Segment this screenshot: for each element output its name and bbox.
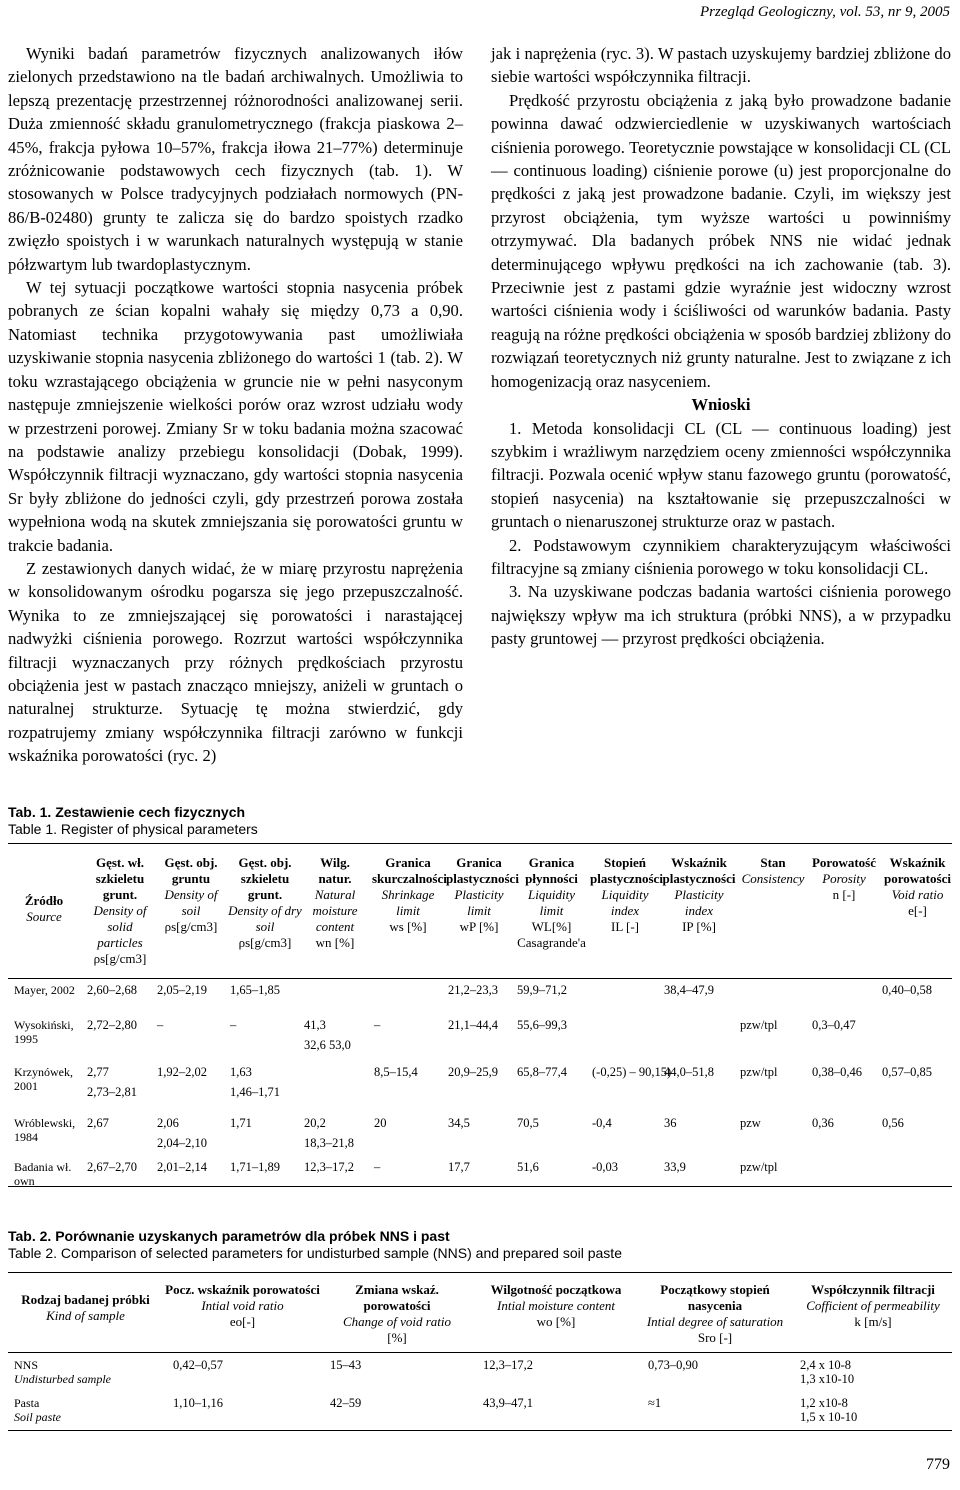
header-pl: Granica skurczalności: [372, 855, 447, 886]
table1-cell: –: [230, 1018, 237, 1032]
header-pl: Gęst. obj. szkieletu grunt.: [238, 855, 292, 902]
table2-cell: 1,5 x 10-10: [800, 1410, 858, 1424]
table1-bottom-rule: [8, 1186, 952, 1187]
header-en: Liquidity limit: [528, 887, 575, 918]
table1-cell: –: [157, 1018, 164, 1032]
row-kind-pl: NNS: [14, 1358, 39, 1372]
table2-caption-en: Table 2. Comparison of selected parameters for undisturbed sample (NNS) and prepared soil paste: [8, 1245, 622, 1261]
table1-header-cell: [738, 855, 808, 887]
table1-caption-en: Table 1. Register of physical parameters: [8, 821, 258, 837]
table1-cell: 20: [374, 1116, 387, 1130]
table1-cell: 36: [664, 1116, 677, 1130]
table1-cell: 2,01–2,14: [157, 1160, 207, 1174]
table1-cell: pzw/tpl: [740, 1065, 778, 1079]
table1-cell: 0,38–0,46: [812, 1065, 862, 1079]
header-pl: Wskaźnik porowatości: [884, 855, 951, 886]
row-kind-pl: Pasta: [14, 1396, 40, 1410]
header-en: Void ratio: [891, 887, 944, 902]
table1-cell: 1,65–1,85: [230, 983, 280, 997]
row-kind-en: Undisturbed sample: [14, 1372, 111, 1386]
header-pl: Początkowy stopień nasycenia: [660, 1282, 770, 1313]
table1-cell: 0,57–0,85: [882, 1065, 932, 1079]
table2-header-cell: [322, 1282, 472, 1346]
table2-header-rule: [8, 1352, 952, 1353]
table2-cell: 0,42–0,57: [173, 1358, 223, 1372]
table1-cell: -0,03: [592, 1160, 619, 1174]
header-en: Intial degree of saturation: [646, 1314, 784, 1329]
header-pl: Wilg. natur.: [318, 855, 352, 886]
table2-header-cell: [640, 1282, 790, 1346]
table1-header-cell: [228, 855, 302, 951]
header-en: Consistency: [741, 871, 805, 886]
table1-caption: [8, 804, 258, 838]
header-en: Liquidity index: [601, 887, 649, 918]
table1-cell: 1,71–1,89: [230, 1160, 280, 1174]
header-unit: WL[%] Casagrande'a: [517, 919, 586, 950]
table1-cell: 1,71: [230, 1116, 252, 1130]
header-pl: Granica płynności: [525, 855, 578, 886]
table1-header-cell: [372, 855, 447, 935]
table1-cell: pzw/tpl: [740, 1160, 778, 1174]
header-pl: Gęst. obj. gruntu: [164, 855, 218, 886]
page-number: 779: [926, 1456, 950, 1473]
table1-header-cell: [590, 855, 663, 935]
header-en: Cofficient of permeability: [806, 1298, 940, 1313]
header-en: Kind of sample: [46, 1308, 125, 1323]
header-en: Change of void ratio: [343, 1314, 451, 1329]
header-unit: IP [%]: [682, 919, 716, 934]
conclusion-item: 2. Podstawowym czynnikiem charakteryzującym właściwości filtracyjne są zmiany ciśnienia porowego w toku konsolidacji CL.: [491, 535, 951, 578]
table1-cell: 12,3–17,2: [304, 1160, 354, 1174]
header-en: Density of solid particles: [93, 903, 147, 950]
table1-cell: 21,1–44,4: [448, 1018, 498, 1032]
table1-header-cell: [155, 855, 227, 935]
table1-header-cell: [85, 855, 155, 967]
table2-header-cell: [8, 1292, 163, 1324]
table1-top-rule: [8, 843, 952, 844]
header-en: Porosity: [822, 871, 866, 886]
conclusion-item: 1. Metoda konsolidacji CL (CL — continuous loading) jest szybkim i wrażliwym narzędziem oceny zmienności współczynnika filtracji. Pozwala ocenić wpływ stanu fazowego gruntu (porowatość, stopień nasycenia) na kształtowanie się przepuszczalności w gruntach o nienaruszonej strukturze oraz w pastach.: [491, 418, 951, 532]
header-pl: Współczynnik filtracji: [811, 1282, 935, 1297]
table1-row-source: Wróblewski, 1984: [14, 1116, 76, 1144]
table1-cell: 1,92–2,02: [157, 1065, 207, 1079]
table1-cell: 2,73–2,81: [87, 1085, 137, 1099]
table1-row-source: Wysokiński, 1995: [14, 1018, 74, 1046]
header-en: Intial void ratio: [201, 1298, 284, 1313]
paragraph: Z zestawionych danych widać, że w miarę przyrostu naprężenia w konsolidowanym ośrodku pogarsza się jego przepuszczalność. Wynika to ze zmniejszającej się porowatości i narastającej nadwyżki ciśnienia porowego. Rozrzut wartości współczynnika filtracji wyznaczanych przy różnych prędkościach przyrostu obciążenia jest w pastach znacząco mniejszy, aniżeli w gruntach o naturalnej strukturze. Sytuację tę można stwierdzić, gdy rozpatrujemy zmiany współczynnika filtracji zarówno w funkcji wskaźnika porowatości (ryc. 2): [8, 558, 463, 766]
table2-top-rule: [8, 1272, 952, 1273]
table1-cell: 2,67: [87, 1116, 109, 1130]
table1-cell: 70,5: [517, 1116, 539, 1130]
table1-row-source: Mayer, 2002: [14, 983, 75, 997]
table1-cell: 2,04–2,10: [157, 1136, 207, 1150]
table1-header-rule: [8, 978, 952, 979]
table1-cell: 2,72–2,80: [87, 1018, 137, 1032]
paragraph: jak i naprężenia (ryc. 3). W pastach uzyskujemy bardziej zbliżone do siebie wartości współczynnika filtracji.: [491, 44, 951, 87]
table1-cell: 18,3–21,8: [304, 1136, 354, 1150]
header-en: Natural moisture content: [312, 887, 358, 934]
table1-cell: 1,63: [230, 1065, 252, 1079]
table1-cell: 0,40–0,58: [882, 983, 932, 997]
header-en: Intial moisture content: [497, 1298, 615, 1313]
header-pl: Granica plastyczności: [446, 855, 519, 886]
header-pl: Zmiana wskaź. porowatości: [355, 1282, 439, 1313]
header-unit: n [-]: [832, 887, 856, 902]
header-pl: Porowatość: [811, 855, 877, 870]
header-pl: Pocz. wskaźnik porowatości: [165, 1282, 320, 1297]
table2-cell: 12,3–17,2: [483, 1358, 533, 1372]
table2-cell: 0,73–0,90: [648, 1358, 698, 1372]
table2-header-cell: [792, 1282, 954, 1330]
paragraph: Wyniki badań parametrów fizycznych analizowanych iłów zielonych przedstawiono na tle badań archiwalnych. Umożliwia to lepszą prezentację przestrzennej różnorodności analizowanej serii. Duża zmienność składu granulometrycznego (frakcja piaskowa 2–45%, frakcja pyłowa 10–57%, frakcja iłowa 21–77%) determinuje zróżnicowanie podstawowych cech fizycznych (tab. 1). W stosowanych w Polsce tradycyjnych podziałach normowych (PN-86/B-02480) grunty te zalicza się do bardzo spoistych rzadko zwięzło spoistych i w warunkach naturalnych występują w stanie półzwartym lub twardoplastycznym.: [8, 44, 463, 274]
header-pl: Źródło: [24, 893, 64, 908]
header-en: Source: [26, 909, 62, 924]
paragraph: W tej sytuacji początkowe wartości stopnia nasycenia próbek pobranych ze ścian kopalni wahały się między 0,73 a 0,90. Natomiast technika przygotowywania past umożliwiała uzyskiwanie stopnia nasycenia zbliżonego do wartości 1 (tab. 2). W toku wzrastającego obciążenia w gruncie nie w pełni nasyconym następuje zmniejszenie wielkości porów oraz wzrost udziału wody w przestrzeni porowej. Zmiany Sr w toku badania można szacować na podstawie analizy przebiegu konsolidacji (Dobak, 1999). Współczynnik filtracji wyznaczano, gdy wartości stopnia nasycenia Sr były zbliżone do jedności czyli, gdy przestrzeń porowa została wypełniona wodą na skutek zmniejszania się porowatości gruntu w trakcie badania.: [8, 278, 463, 555]
table2-cell: 2,4 x 10-8: [800, 1358, 852, 1372]
table1-cell: 41,3: [304, 1018, 326, 1032]
header-unit: e[-]: [908, 903, 927, 918]
table1-row-source: Krzynówek, 2001: [14, 1065, 73, 1093]
table1-cell: 2,77: [87, 1065, 109, 1079]
table1-cell: 34,5: [448, 1116, 470, 1130]
header-unit: Sro [-]: [697, 1330, 733, 1345]
table1-cell: 17,7: [448, 1160, 470, 1174]
table1-cell: 0,56: [882, 1116, 904, 1130]
journal-header: Przegląd Geologiczny, vol. 53, nr 9, 2005: [700, 4, 950, 20]
header-pl: Wilgotność początkowa: [490, 1282, 622, 1297]
table1-header-cell: [446, 855, 519, 935]
header-unit: eo[-]: [229, 1314, 256, 1329]
table1-cell: 1,46–1,71: [230, 1085, 280, 1099]
table1-cell: 2,05–2,19: [157, 983, 207, 997]
header-en: Shrinkage limit: [381, 887, 435, 918]
table2-cell: 1,3 x10-10: [800, 1372, 855, 1386]
table1-cell: 0,36: [812, 1116, 834, 1130]
table1-header-cell: [662, 855, 736, 935]
table1-cell: 20,9–25,9: [448, 1065, 498, 1079]
header-en: Density of soil: [164, 887, 218, 918]
table2-cell: 1,2 x10-8: [800, 1396, 848, 1410]
table2-caption-pl: Tab. 2. Porównanie uzyskanych parametrów dla próbek NNS i past: [8, 1228, 450, 1244]
table1-cell: 44,0–51,8: [664, 1065, 714, 1079]
header-pl: Gęst. wł. szkieletu grunt.: [95, 855, 145, 902]
table1-cell: pzw: [740, 1116, 761, 1130]
table1-cell: 59,9–71,2: [517, 983, 567, 997]
header-unit: ws [%]: [389, 919, 427, 934]
header-pl: Rodzaj badanej próbki: [21, 1292, 150, 1307]
table2-bottom-rule: [8, 1430, 952, 1431]
table1-caption-pl: Tab. 1. Zestawienie cech fizycznych: [8, 804, 246, 820]
header-unit: wP [%]: [459, 919, 499, 934]
header-unit: IL [-]: [610, 919, 640, 934]
header-en: Plasticity limit: [454, 887, 504, 918]
header-en: Plasticity index: [674, 887, 724, 918]
table1-cell: (-0,25) – 90,15): [592, 1065, 672, 1079]
table2-header-cell: [165, 1282, 320, 1330]
header-pl: Stopień plastyczności: [590, 855, 663, 886]
table2-cell: 15–43: [330, 1358, 362, 1372]
table1-cell: 8,5–15,4: [374, 1065, 418, 1079]
paragraph: Prędkość przyrostu obciążenia z jaką było prowadzone badanie powinna dawać odzwierciedlenie w uzyskiwanych wartościach ciśnienia porowego. Teoretycznie powstające w konsolidacji CL (CL — continuous loading) ciśnienie porowe (u) jest proporcjonalne do prędkości z jaką jest prowadzone badanie. Czyli, im większy jest przyrost obciążenia, tym wyższe wartości u powinniśmy otrzymywać. Dla badanych próbek NNS nie widać jednak determinującego wpływu prędkości na ich zachowanie (tab. 3). Przeciwnie jest z pastami gdzie wyraźnie jest widoczny wzrost wartości ciśnienia wody i ściśliwości od warunków badania. Pasty reagują na różne prędkości obciążenia w sposób bardziej zbliżony do rozwiązań teoretycznych niż grunty naturalne. Jest to związane z ich homogenizacją oraz nasyceniem.: [491, 90, 951, 391]
table2-cell: ≈1: [648, 1396, 662, 1410]
table1-cell: 0,3–0,47: [812, 1018, 856, 1032]
table1-header-cell: [515, 855, 588, 951]
header-unit: k [m/s]: [854, 1314, 892, 1329]
table2-row-kind: [14, 1396, 164, 1424]
header-unit: wn [%]: [315, 935, 355, 950]
table1-cell: 2,60–2,68: [87, 983, 137, 997]
header-pl: Wskaźnik plastyczności: [662, 855, 736, 886]
table1-cell: -0,4: [592, 1116, 612, 1130]
table2-cell: 1,10–1,16: [173, 1396, 223, 1410]
table1-header-cell: [8, 893, 80, 925]
table1-cell: 33,9: [664, 1160, 686, 1174]
right-column: [491, 42, 951, 651]
left-column: [8, 42, 463, 768]
table2-cell: 42–59: [330, 1396, 362, 1410]
table1-cell: 2,06: [157, 1116, 179, 1130]
table2-cell: 43,9–47,1: [483, 1396, 533, 1410]
header-unit: ρs[g/cm3]: [93, 951, 147, 966]
conclusions-heading: Wnioski: [691, 395, 751, 415]
table1-cell: 2,67–2,70: [87, 1160, 137, 1174]
table1-cell: 20,2: [304, 1116, 326, 1130]
header-unit: ρs[g/cm3]: [238, 935, 292, 950]
table1-cell: 51,6: [517, 1160, 539, 1174]
table1-cell: 65,8–77,4: [517, 1065, 567, 1079]
table1-cell: –: [374, 1160, 381, 1174]
header-en: Density of dry soil: [228, 903, 302, 934]
table1-cell: 21,2–23,3: [448, 983, 498, 997]
table1-row-source: Badania wł. own: [14, 1160, 72, 1188]
table1-header-cell: [302, 855, 368, 951]
table2-caption: [8, 1228, 622, 1262]
header-unit: [%]: [387, 1330, 407, 1345]
table1-header-cell: [810, 855, 878, 903]
table2-row-kind: [14, 1358, 164, 1386]
table1-cell: 55,6–99,3: [517, 1018, 567, 1032]
header-unit: wo [%]: [536, 1314, 576, 1329]
table2-header-cell: [475, 1282, 637, 1330]
row-kind-en: Soil paste: [14, 1410, 61, 1424]
table1-cell: –: [374, 1018, 381, 1032]
table1-header-cell: [880, 855, 955, 919]
conclusion-item: 3. Na uzyskiwane podczas badania wartości ciśnienia porowego największy wpływ ma ich struktura (próbki NNS), a w przypadku pasty gruntowej — przyrost prędkości obciążenia.: [491, 582, 951, 649]
table1-cell: pzw/tpl: [740, 1018, 778, 1032]
table1-cell: 38,4–47,9: [664, 983, 714, 997]
table1-cell: 32,6 53,0: [304, 1038, 351, 1052]
header-pl: Stan: [760, 855, 786, 870]
header-unit: ρs[g/cm3]: [164, 919, 218, 934]
